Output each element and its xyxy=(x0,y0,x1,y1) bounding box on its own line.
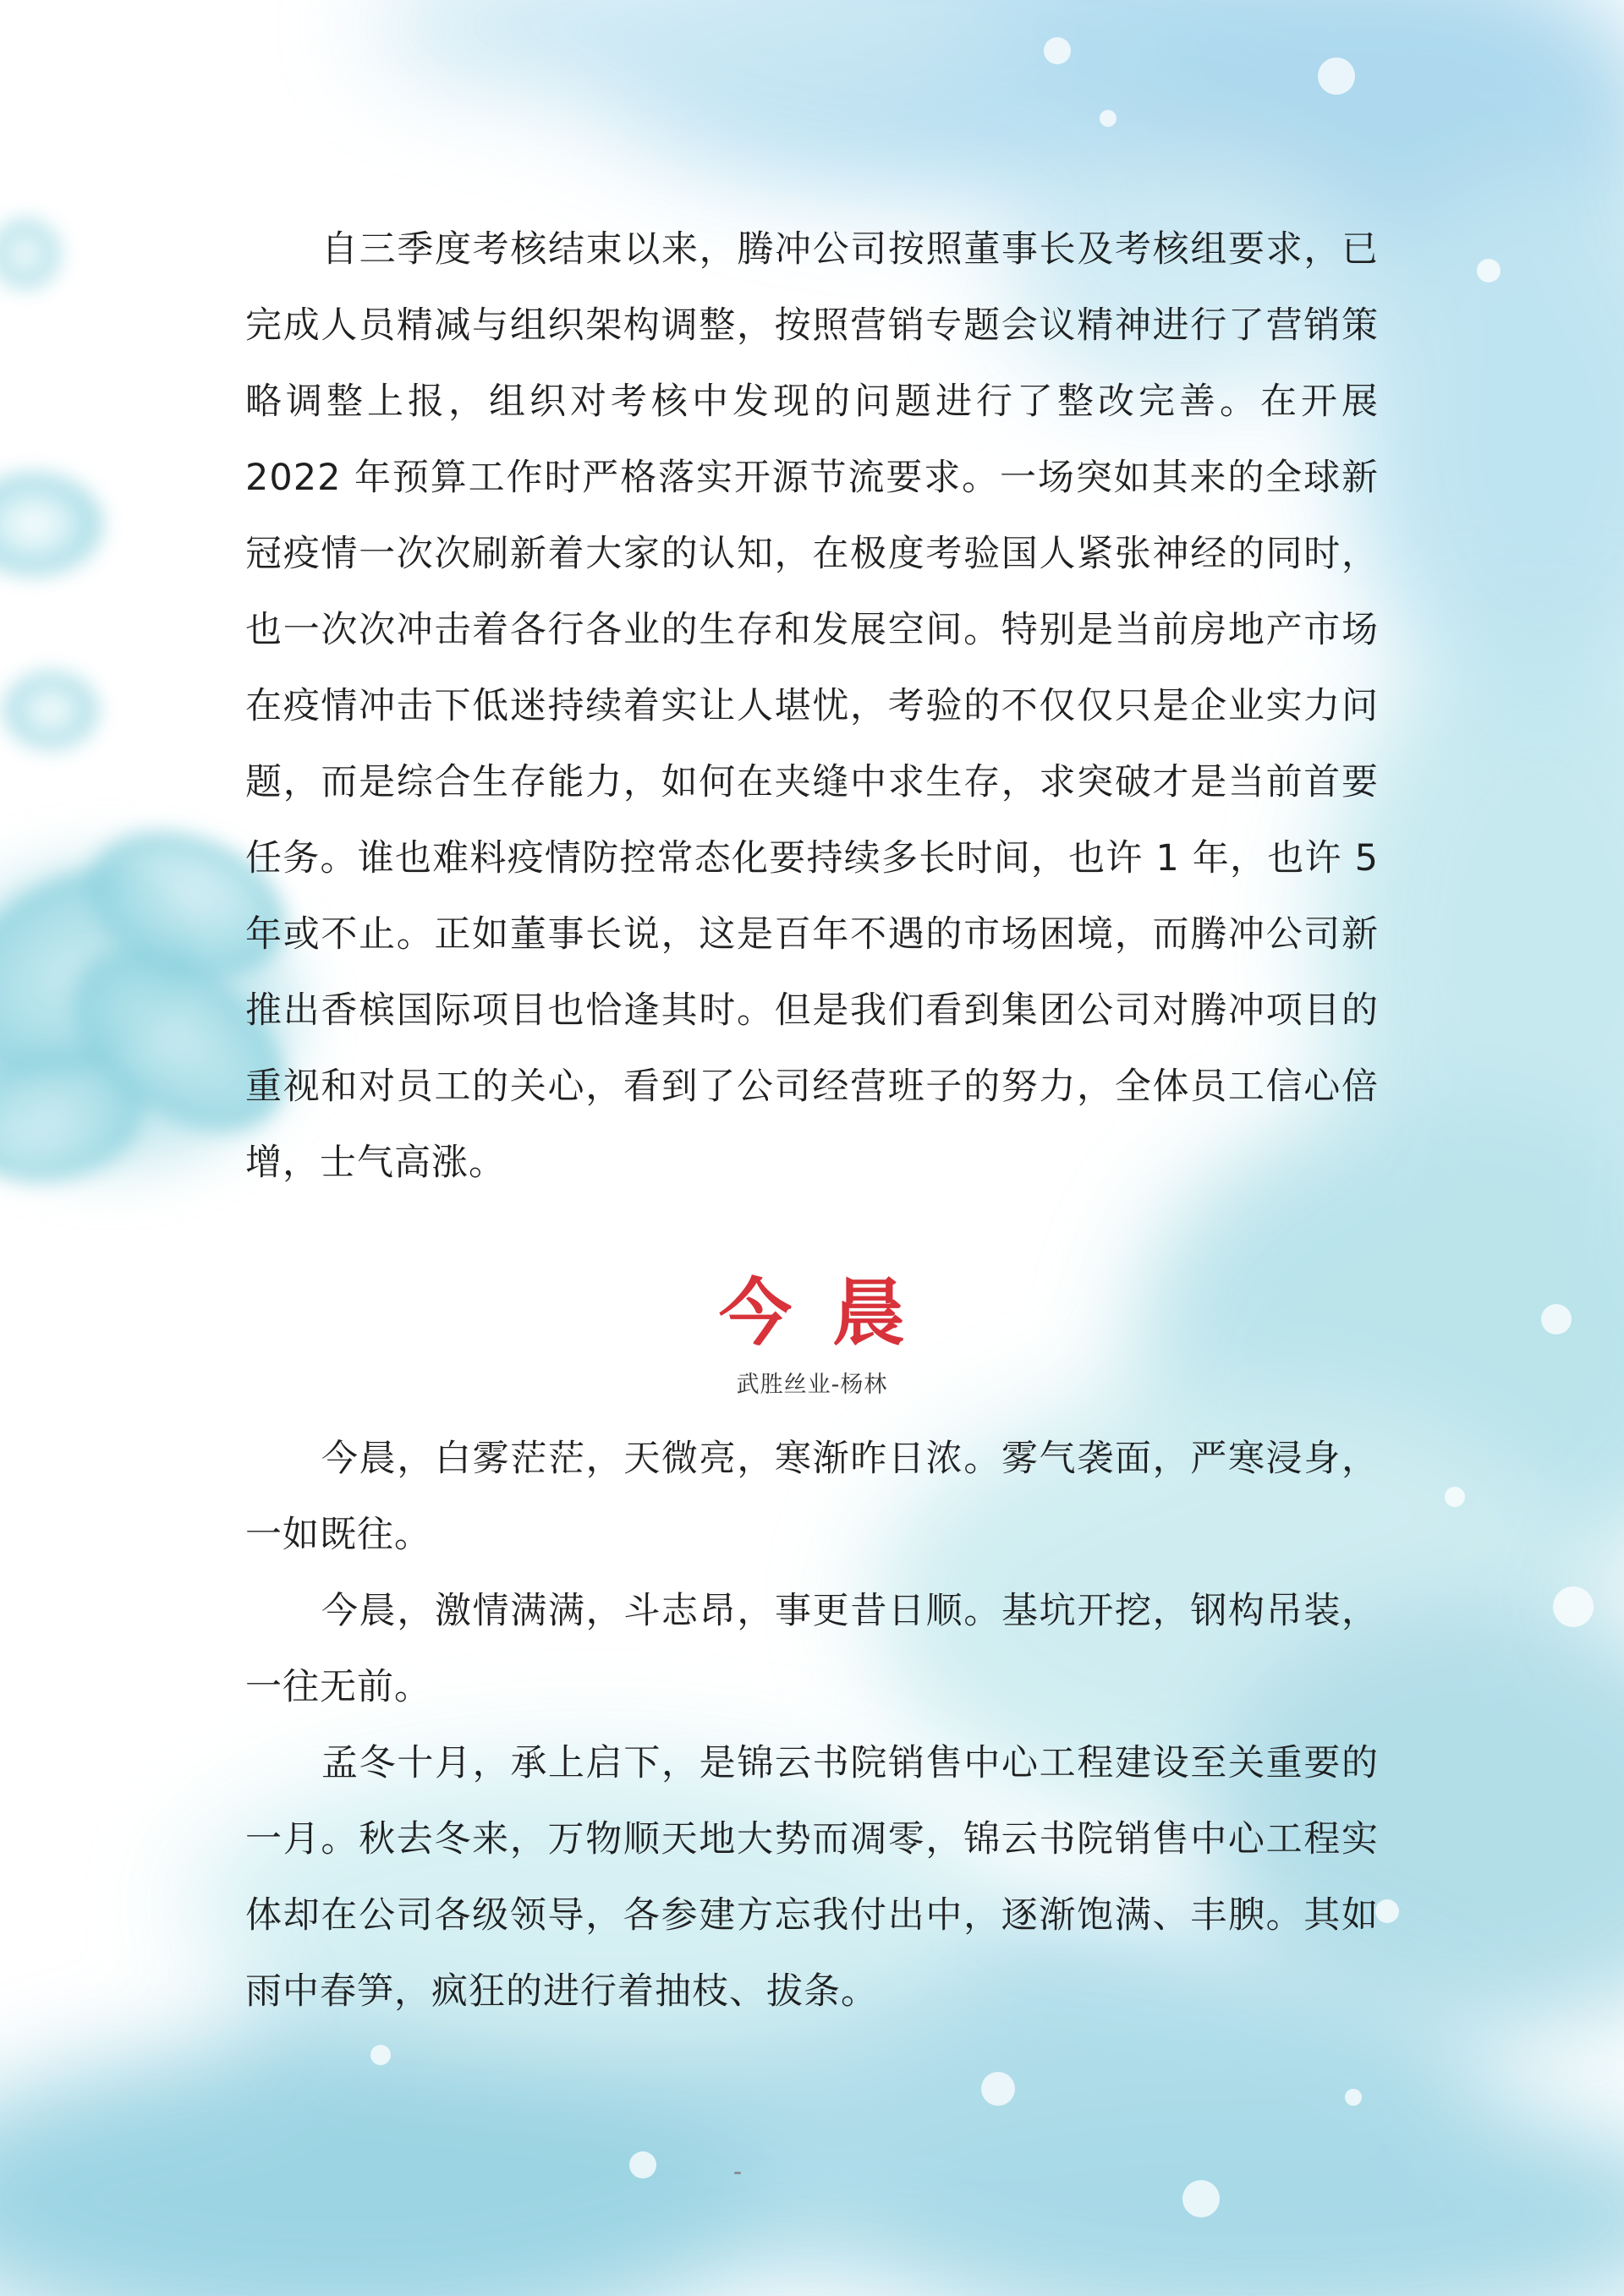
article-paragraph: 孟冬十月，承上启下，是锦云书院销售中心工程建设至关重要的一月。秋去冬来，万物顺天地大势而凋零，锦云书院销售中心工程实体却在公司各级领导，各参建方忘我付出中，逐渐饱满、丰腴。其如雨中春笋，疯狂的进行着抽枝、拔条。 xyxy=(245,1742,1379,2013)
page-marker xyxy=(734,2172,741,2174)
article-title: 今晨 xyxy=(719,1270,946,1356)
article-author: 武胜丝业-杨林 xyxy=(736,1372,888,1398)
page-content xyxy=(245,211,1379,2030)
article-paragraph: 自三季度考核结束以来，腾冲公司按照董事长及考核组要求，已完成人员精减与组织架构调整，按照营销专题会议精神进行了营销策略调整上报，组织对考核中发现的问题进行了整改完善。在开展 2022 年预算工作时严格落实开源节流要求。一场突如其来的全球新冠疫情一次次刷新着大家的认知，在极度考验国人紧张神经的同时，也一次次冲击着各行各业的生存和发展空间。特别是当前房地产市场在疫情冲击下低迷持续着实让人堪忧，考验的不仅仅只是企业实力问题，而是综合生存能力，如何在夹缝中求生存，求突破才是当前首要任务。谁也难料疫情防控常态化要持续多长时间，也许 1 年，也许 5 年或不止。正如董事长说，这是百年不遇的市场困境，而腾冲公司新推出香槟国际项目也恰逢其时。但是我们看到集团公司对腾冲项目的重视和对员工的关心，看到了公司经营班子的努力，全体员工信心倍增，士气高涨。 xyxy=(245,228,1379,1184)
article-paragraph: 今晨，激情满满，斗志昂，事更昔日顺。基坑开挖，钢构吊装，一往无前。 xyxy=(245,1590,1379,1708)
article-paragraph: 今晨，白雾茫茫，天微亮，寒渐昨日浓。雾气袭面，严寒浸身，一如既往。 xyxy=(245,1438,1379,1556)
